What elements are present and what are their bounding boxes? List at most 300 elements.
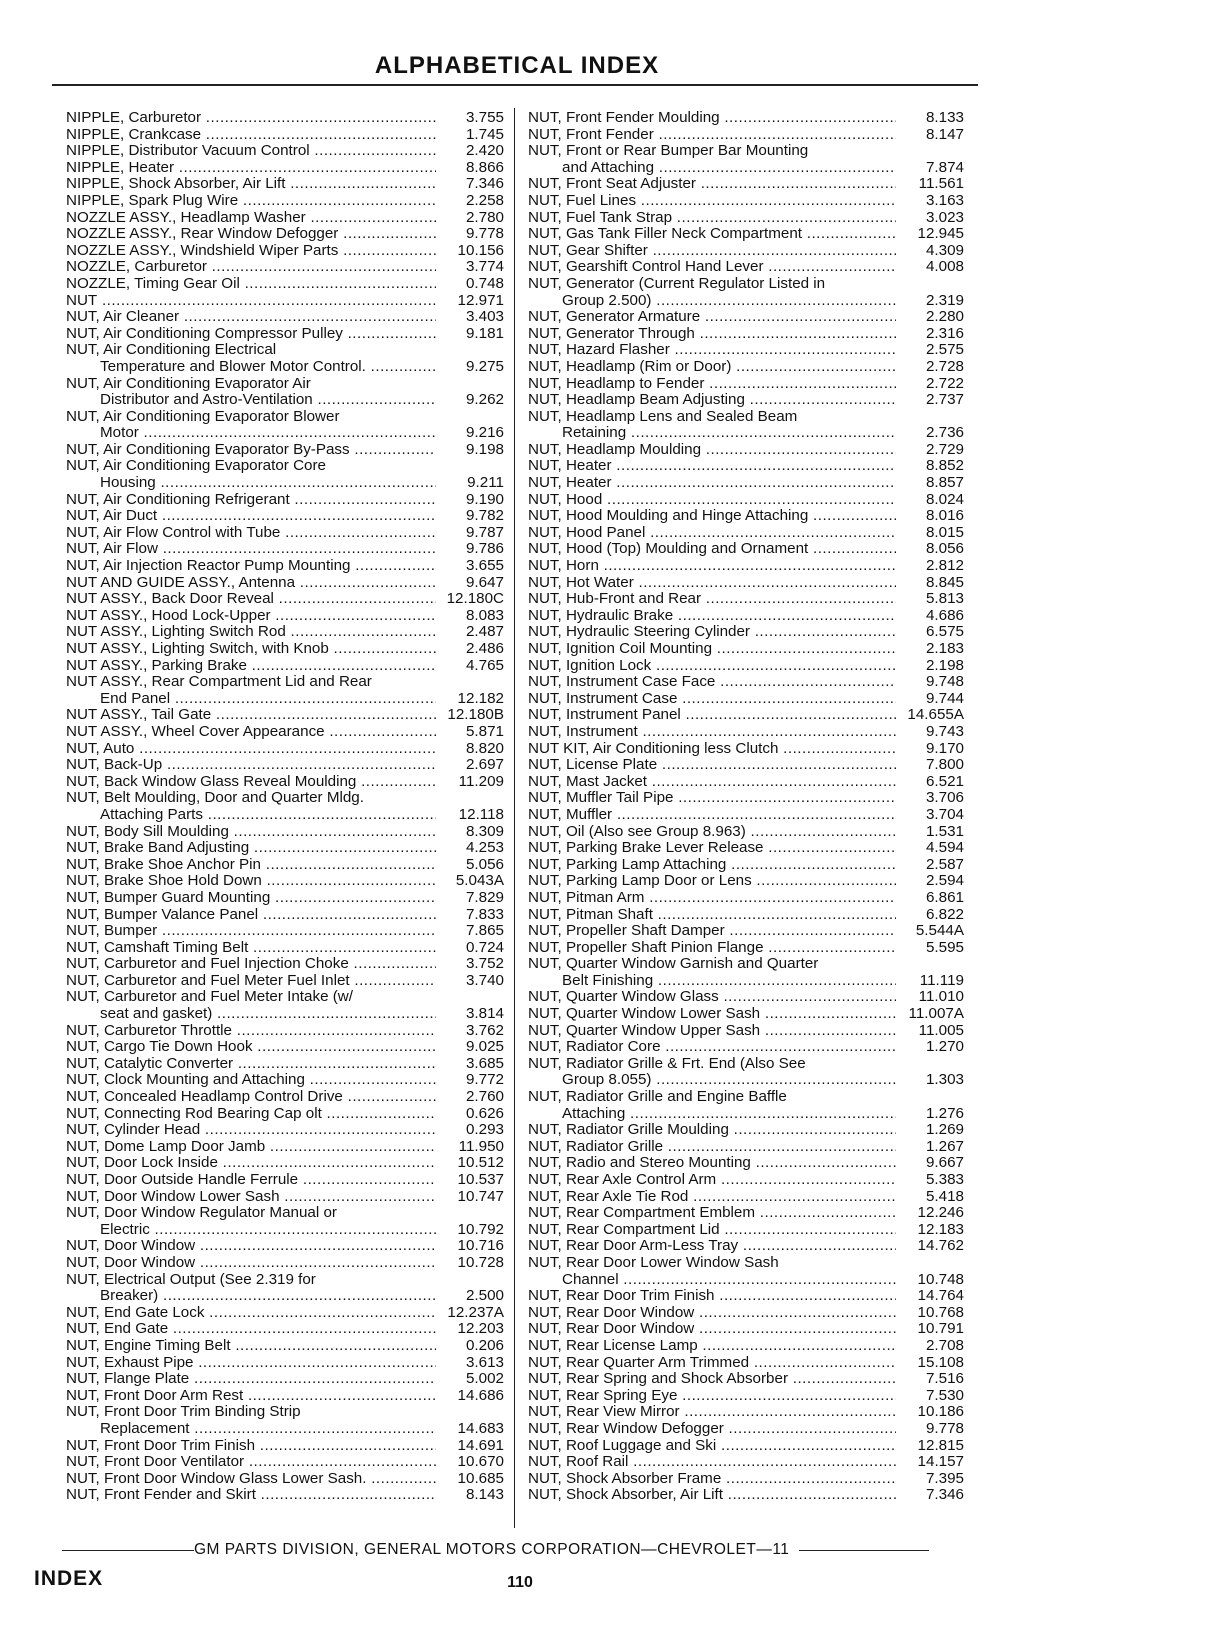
index-entry [528,442,964,459]
entry-name-continued: Replacement ..... [66,1421,436,1438]
entry-name: NUT, Connecting Rod Bearing Cap olt ..... [66,1106,436,1123]
entry-name-continued: seat and gasket) ..... [66,1006,436,1023]
entry-name: NUT, Rear Door Lower Window Sash [528,1253,779,1271]
footer-rule-right [799,1550,929,1551]
entry-name: NUT, Heater ..... [528,458,896,475]
entry-name: NUT, Air Duct ..... [66,508,436,525]
index-entry [528,1338,964,1355]
entry-page: 11.119 [919,971,964,989]
entry-name: NUT, Camshaft Timing Belt ..... [66,940,436,957]
entry-page: 0.748 [465,274,504,292]
entry-page: 12.246 [917,1204,964,1222]
entry-name: NUT, Oil (Also see Group 8.963) ..... [528,824,896,841]
entry-name: NUT, Parking Brake Lever Release ..... [528,840,896,857]
entry-page: 2.697 [465,756,504,774]
entry-name: NUT, Carburetor and Fuel Meter Intake (w/ [66,988,353,1006]
index-entry [528,558,964,575]
entry-name: NUT, Clock Mounting and Attaching ..... [66,1072,436,1089]
index-entry [66,1454,504,1471]
index-entry [66,774,504,791]
index-entry [66,608,504,625]
index-entry [66,409,504,442]
index-entry [528,492,964,509]
index-entry [66,1404,504,1437]
index-entry [528,226,964,243]
entry-page: 3.023 [925,208,964,226]
index-entry [528,608,964,625]
entry-name: NUT, Belt Moulding, Door and Quarter Mldg. [66,789,364,807]
entry-name: NOZZLE ASSY., Rear Window Defogger ..... [66,226,436,243]
entry-page: 8.147 [925,125,964,143]
entry-page: 11.005 [918,1021,964,1039]
entry-page: 3.685 [465,1054,504,1072]
index-entry [528,1205,964,1222]
column-divider [514,108,515,1528]
entry-name: NUT ASSY., Parking Brake ..... [66,658,436,675]
index-entry [528,276,964,309]
entry-name: NUT, Air Conditioning Electrical [66,341,277,359]
entry-name: NUT, Rear Door Arm-Less Tray ..... [528,1238,896,1255]
index-entry [66,1039,504,1056]
index-entry [66,1272,504,1305]
index-entry [66,674,504,707]
entry-name: NUT, Front Door Trim Finish ..... [66,1438,436,1455]
entry-page: 12.945 [917,225,964,243]
entry-name: NUT, Rear Compartment Emblem ..... [528,1205,896,1222]
index-entry [528,1238,964,1255]
entry-page: 9.786 [465,540,504,558]
entry-page: 9.170 [925,739,964,757]
entry-name: NUT, Door Window ..... [66,1255,436,1272]
index-entry [66,293,504,310]
index-entry [66,1056,504,1073]
entry-page: 6.521 [925,772,964,790]
entry-name: NUT, Exhaust Pipe ..... [66,1355,436,1372]
entry-page: 0.724 [465,938,504,956]
entry-page: 10.716 [457,1237,504,1255]
entry-page: 10.685 [457,1469,504,1487]
index-entry [528,475,964,492]
entry-name: NUT, Roof Luggage and Ski ..... [528,1438,896,1455]
entry-name: NUT, Rear Spring Eye ..... [528,1388,896,1405]
index-entry [528,741,964,758]
entry-page: 9.275 [465,357,504,375]
index-entry [528,1421,964,1438]
index-entry [66,1139,504,1156]
entry-name: NUT, Rear Quarter Arm Trimmed ..... [528,1355,896,1372]
entry-name: NOZZLE, Carburetor ..... [66,259,436,276]
index-entry [66,210,504,227]
entry-page: 7.874 [925,158,964,176]
entry-page: 3.704 [925,805,964,823]
entry-page: 1.267 [925,1137,964,1155]
entry-page: 4.309 [925,241,964,259]
entry-name: NUT, Back-Up ..... [66,757,436,774]
entry-page: 2.708 [925,1336,964,1354]
entry-name: NUT, Front Door Window Glass Lower Sash. ..... [66,1471,436,1488]
index-entry [528,774,964,791]
entry-name: NUT, Front Fender ..... [528,127,896,144]
entry-name: NUT, Instrument ..... [528,724,896,741]
index-entry [528,1321,964,1338]
index-entry [528,1089,964,1122]
entry-page: 5.595 [925,938,964,956]
index-entry [66,127,504,144]
index-entry [528,326,964,343]
entry-page: 2.486 [465,640,504,657]
index-column-left [66,110,504,1504]
entry-page: 7.800 [925,756,964,774]
entry-page: 7.865 [465,922,504,940]
entry-name: NUT, Front Fender and Skirt ..... [66,1487,436,1504]
entry-page: 1.303 [925,1071,964,1089]
index-entry [528,641,964,658]
entry-name: NUT, Muffler Tail Pipe ..... [528,790,896,807]
entry-name: NUT, Propeller Shaft Pinion Flange ..... [528,940,896,957]
index-entry [66,508,504,525]
entry-name: NUT, Rear View Mirror ..... [528,1404,896,1421]
entry-name: NUT ASSY., Tail Gate ..... [66,707,436,724]
entry-page: 3.403 [465,308,504,326]
entry-page: 12.182 [457,689,504,707]
entry-page: 9.778 [925,1419,964,1437]
entry-page: 7.516 [925,1370,964,1388]
index-entry [528,376,964,393]
entry-page: 9.025 [465,1038,504,1056]
entry-page: 11.209 [458,772,504,790]
index-entry [66,1189,504,1206]
entry-page: 2.575 [925,341,964,359]
index-entry [66,1172,504,1189]
index-entry [528,541,964,558]
entry-name: NUT, Instrument Panel ..... [528,707,896,724]
index-entry [528,243,964,260]
entry-page: 8.857 [925,474,964,492]
index-entry [528,907,964,924]
entry-name: NUT, Generator Through ..... [528,326,896,343]
index-entry [528,1172,964,1189]
index-entry [528,1355,964,1372]
entry-name: NIPPLE, Crankcase ..... [66,127,436,144]
entry-page: 10.748 [917,1270,964,1288]
entry-name: NUT, Bumper Valance Panel ..... [66,907,436,924]
entry-page: 8.820 [465,739,504,757]
entry-name: NUT, Propeller Shaft Damper ..... [528,923,896,940]
entry-name: NUT, Back Window Glass Reveal Moulding ..... [66,774,436,791]
entry-name-continued: Housing ..... [66,475,436,492]
index-entry [528,193,964,210]
index-entry [528,757,964,774]
entry-page: 10.768 [917,1303,964,1321]
index-entry [528,1006,964,1023]
entry-name: NIPPLE, Shock Absorber, Air Lift ..... [66,176,436,193]
entry-name: NUT, Brake Band Adjusting ..... [66,840,436,857]
entry-name: NUT, Gas Tank Filler Neck Compartment ..... [528,226,896,243]
entry-name: NUT, Headlamp Beam Adjusting ..... [528,392,896,409]
entry-name: NUT, Fuel Tank Strap ..... [528,210,896,227]
entry-name: NUT, Hood ..... [528,492,896,509]
index-entry [66,989,504,1022]
entry-page: 9.216 [465,424,504,442]
index-entry [66,226,504,243]
entry-page: 2.812 [925,557,964,575]
page-title: ALPHABETICAL INDEX [374,52,660,79]
entry-name: NUT, Brake Shoe Hold Down ..... [66,873,436,890]
index-entry [528,508,964,525]
entry-name: NUT, Air Conditioning Refrigerant ..... [66,492,436,509]
entry-page: 3.655 [465,557,504,575]
entry-name: NUT, Air Conditioning Compressor Pulley ..... [66,326,436,343]
index-entry [528,824,964,841]
index-entry [66,525,504,542]
entry-page: 2.319 [925,291,964,309]
entry-page: 3.706 [925,789,964,807]
entry-page: 4.686 [925,606,964,624]
entry-page: 8.056 [925,540,964,558]
entry-name: NUT, Hazard Flasher ..... [528,342,896,359]
entry-page: 14.686 [457,1386,504,1404]
index-entry [66,1089,504,1106]
entry-name: NUT, Door Outside Handle Ferrule ..... [66,1172,436,1189]
section-label: INDEX [34,1567,104,1590]
entry-name: NUT, Quarter Window Glass ..... [528,989,896,1006]
title-rule [52,84,978,86]
entry-page: 0.206 [465,1336,504,1354]
entry-name: NUT, License Plate ..... [528,757,896,774]
index-entry [66,973,504,990]
entry-name: NUT, Roof Rail ..... [528,1454,896,1471]
entry-name: NUT, Radiator Grille and Engine Baffle [528,1088,787,1106]
entry-page: 8.866 [465,158,504,176]
entry-name: NUT, Radiator Core ..... [528,1039,896,1056]
index-entry [66,1238,504,1255]
entry-page: 5.002 [465,1370,504,1388]
entry-page: 9.190 [465,490,504,508]
index-entry [66,143,504,160]
index-entry [528,143,964,176]
index-entry [66,575,504,592]
index-entry [66,160,504,177]
entry-name: NUT, Rear License Lamp ..... [528,1338,896,1355]
entry-page: 8.016 [925,507,964,525]
entry-name: NUT, Carburetor Throttle ..... [66,1023,436,1040]
index-entry [66,342,504,375]
index-entry [66,1321,504,1338]
entry-name: NUT, Front or Rear Bumper Bar Mounting [528,142,809,160]
entry-name: NUT, End Gate Lock ..... [66,1305,436,1322]
entry-name: NUT, Fuel Lines ..... [528,193,896,210]
index-entry [66,1388,504,1405]
entry-name-continued: End Panel ..... [66,691,436,708]
entry-name: NUT, Shock Absorber, Air Lift ..... [528,1487,896,1504]
entry-page: 3.740 [465,971,504,989]
entry-page: 7.829 [465,888,504,906]
entry-page: 9.782 [465,507,504,525]
index-entry [528,674,964,691]
entry-name: NUT, Radiator Grille ..... [528,1139,896,1156]
entry-page: 9.748 [925,673,964,691]
entry-name: NUT, Rear Door Window ..... [528,1305,896,1322]
index-entry [66,1023,504,1040]
index-entry [528,127,964,144]
index-entry [528,956,964,989]
entry-name: NUT, Carburetor and Fuel Injection Choke ..... [66,956,436,973]
entry-name: NUT, Gear Shifter ..... [528,243,896,260]
index-entry [528,1438,964,1455]
entry-name-continued: Channel ..... [528,1272,896,1289]
index-entry [528,210,964,227]
entry-page: 1.531 [925,822,964,840]
index-entry [66,940,504,957]
entry-name: NUT, Front Fender Moulding ..... [528,110,896,127]
entry-page: 12.203 [457,1320,504,1338]
index-column-right [528,110,964,1504]
entry-page: 12.183 [917,1220,964,1238]
entry-name-continued: Belt Finishing ..... [528,973,896,990]
entry-name: NUT AND GUIDE ASSY., Antenna ..... [66,575,436,592]
index-entry [528,624,964,641]
index-entry [528,591,964,608]
index-entry [528,1155,964,1172]
entry-name-continued: and Attaching ..... [528,160,896,177]
index-entry [528,923,964,940]
index-entry [66,724,504,741]
index-entry [528,1305,964,1322]
index-entry [528,1487,964,1504]
index-entry [66,890,504,907]
entry-page: 3.814 [465,1005,504,1023]
entry-name: NUT, Gearshift Control Hand Lever ..... [528,259,896,276]
entry-name: NUT, Pitman Shaft ..... [528,907,896,924]
entry-page: 14.762 [917,1237,964,1255]
entry-name: NOZZLE ASSY., Headlamp Washer ..... [66,210,436,227]
entry-name-continued: Distributor and Astro-Ventilation ..... [66,392,436,409]
entry-page: 5.813 [925,590,964,608]
index-entry [66,923,504,940]
index-entry [66,641,504,658]
entry-name: NUT, Headlamp Lens and Sealed Beam [528,407,798,425]
entry-page: 9.262 [465,391,504,409]
index-entry [66,458,504,491]
entry-page: 4.765 [465,656,504,674]
index-entry [66,1205,504,1238]
entry-name: NUT, Concealed Headlamp Control Drive ..... [66,1089,436,1106]
index-entry [66,442,504,459]
entry-name: NUT, Hood (Top) Moulding and Ornament ..... [528,541,896,558]
entry-name-continued: Electric ..... [66,1222,436,1239]
index-entry [66,558,504,575]
entry-name: NUT, Instrument Case ..... [528,691,896,708]
index-entry [528,110,964,127]
index-entry [528,989,964,1006]
index-entry [66,824,504,841]
entry-page: 7.530 [925,1386,964,1404]
index-entry [66,1371,504,1388]
entry-name: NUT, Ignition Coil Mounting ..... [528,641,896,658]
entry-name: NUT, Air Conditioning Evaporator Air [66,374,311,392]
entry-page: 2.594 [925,872,964,890]
index-entry [66,1255,504,1272]
entry-name: NUT, Air Injection Reactor Pump Mounting ..... [66,558,436,575]
entry-page: 9.787 [465,523,504,541]
index-entry [528,1471,964,1488]
index-entry [66,857,504,874]
index-entry [528,873,964,890]
entry-page: 1.269 [925,1121,964,1139]
entry-page: 2.780 [465,208,504,226]
entry-page: 3.752 [465,955,504,973]
entry-name: NUT, Hood Panel ..... [528,525,896,542]
index-entry [66,176,504,193]
entry-page: 7.395 [925,1469,964,1487]
index-entry [528,1023,964,1040]
index-entry [528,724,964,741]
entry-page: 12.237A [447,1303,504,1321]
entry-page: 2.183 [925,640,964,657]
index-entry [528,1056,964,1089]
entry-page: 10.791 [917,1320,964,1338]
entry-name: NUT, Radio and Stereo Mounting ..... [528,1155,896,1172]
entry-name: NUT ..... [66,293,436,310]
index-entry [528,1139,964,1156]
entry-page: 8.143 [465,1486,504,1504]
index-entry [528,342,964,359]
entry-page: 14.683 [457,1419,504,1437]
index-entry [66,707,504,724]
entry-name: NUT, Carburetor and Fuel Meter Fuel Inlet ..... [66,973,436,990]
entry-page: 8.309 [465,822,504,840]
index-entry [66,259,504,276]
entry-name: NUT, Heater ..... [528,475,896,492]
entry-name-continued: Attaching ..... [528,1106,896,1123]
entry-page: 5.383 [925,1171,964,1188]
index-entry [528,1454,964,1471]
entry-name: NUT, Air Cleaner ..... [66,309,436,326]
entry-page: 12.180C [446,590,504,608]
entry-name: NUT, Front Seat Adjuster ..... [528,176,896,193]
entry-page: 3.774 [465,258,504,276]
entry-page: 5.418 [925,1187,964,1205]
index-entry [66,276,504,293]
index-entry [66,658,504,675]
index-entry [528,409,964,442]
entry-name: NUT, Generator (Current Regulator Listed in [528,274,826,292]
index-entry [528,658,964,675]
index-entry [528,359,964,376]
entry-name-continued: Retaining ..... [528,425,896,442]
entry-page: 10.537 [457,1171,504,1188]
entry-name: NUT, Front Door Ventilator ..... [66,1454,436,1471]
footer [62,1541,980,1559]
entry-name: NUT, Rear Door Trim Finish ..... [528,1288,896,1305]
index-entry [66,541,504,558]
entry-name: NUT, Quarter Window Garnish and Quarter [528,955,819,973]
entry-page: 10.186 [917,1403,964,1421]
entry-name: NUT, Shock Absorber Frame ..... [528,1471,896,1488]
entry-page: 3.163 [925,191,964,209]
index-entry [66,624,504,641]
entry-name: NUT, Rear Window Defogger ..... [528,1421,896,1438]
entry-page: 0.626 [465,1104,504,1122]
entry-name: NUT, Hydraulic Steering Cylinder ..... [528,624,896,641]
entry-name: NUT, Rear Axle Tie Rod ..... [528,1189,896,1206]
index-entry [528,525,964,542]
index-entry [528,1404,964,1421]
index-entry [66,1155,504,1172]
index-entry [528,1255,964,1288]
index-entry [528,807,964,824]
index-entry [66,1072,504,1089]
